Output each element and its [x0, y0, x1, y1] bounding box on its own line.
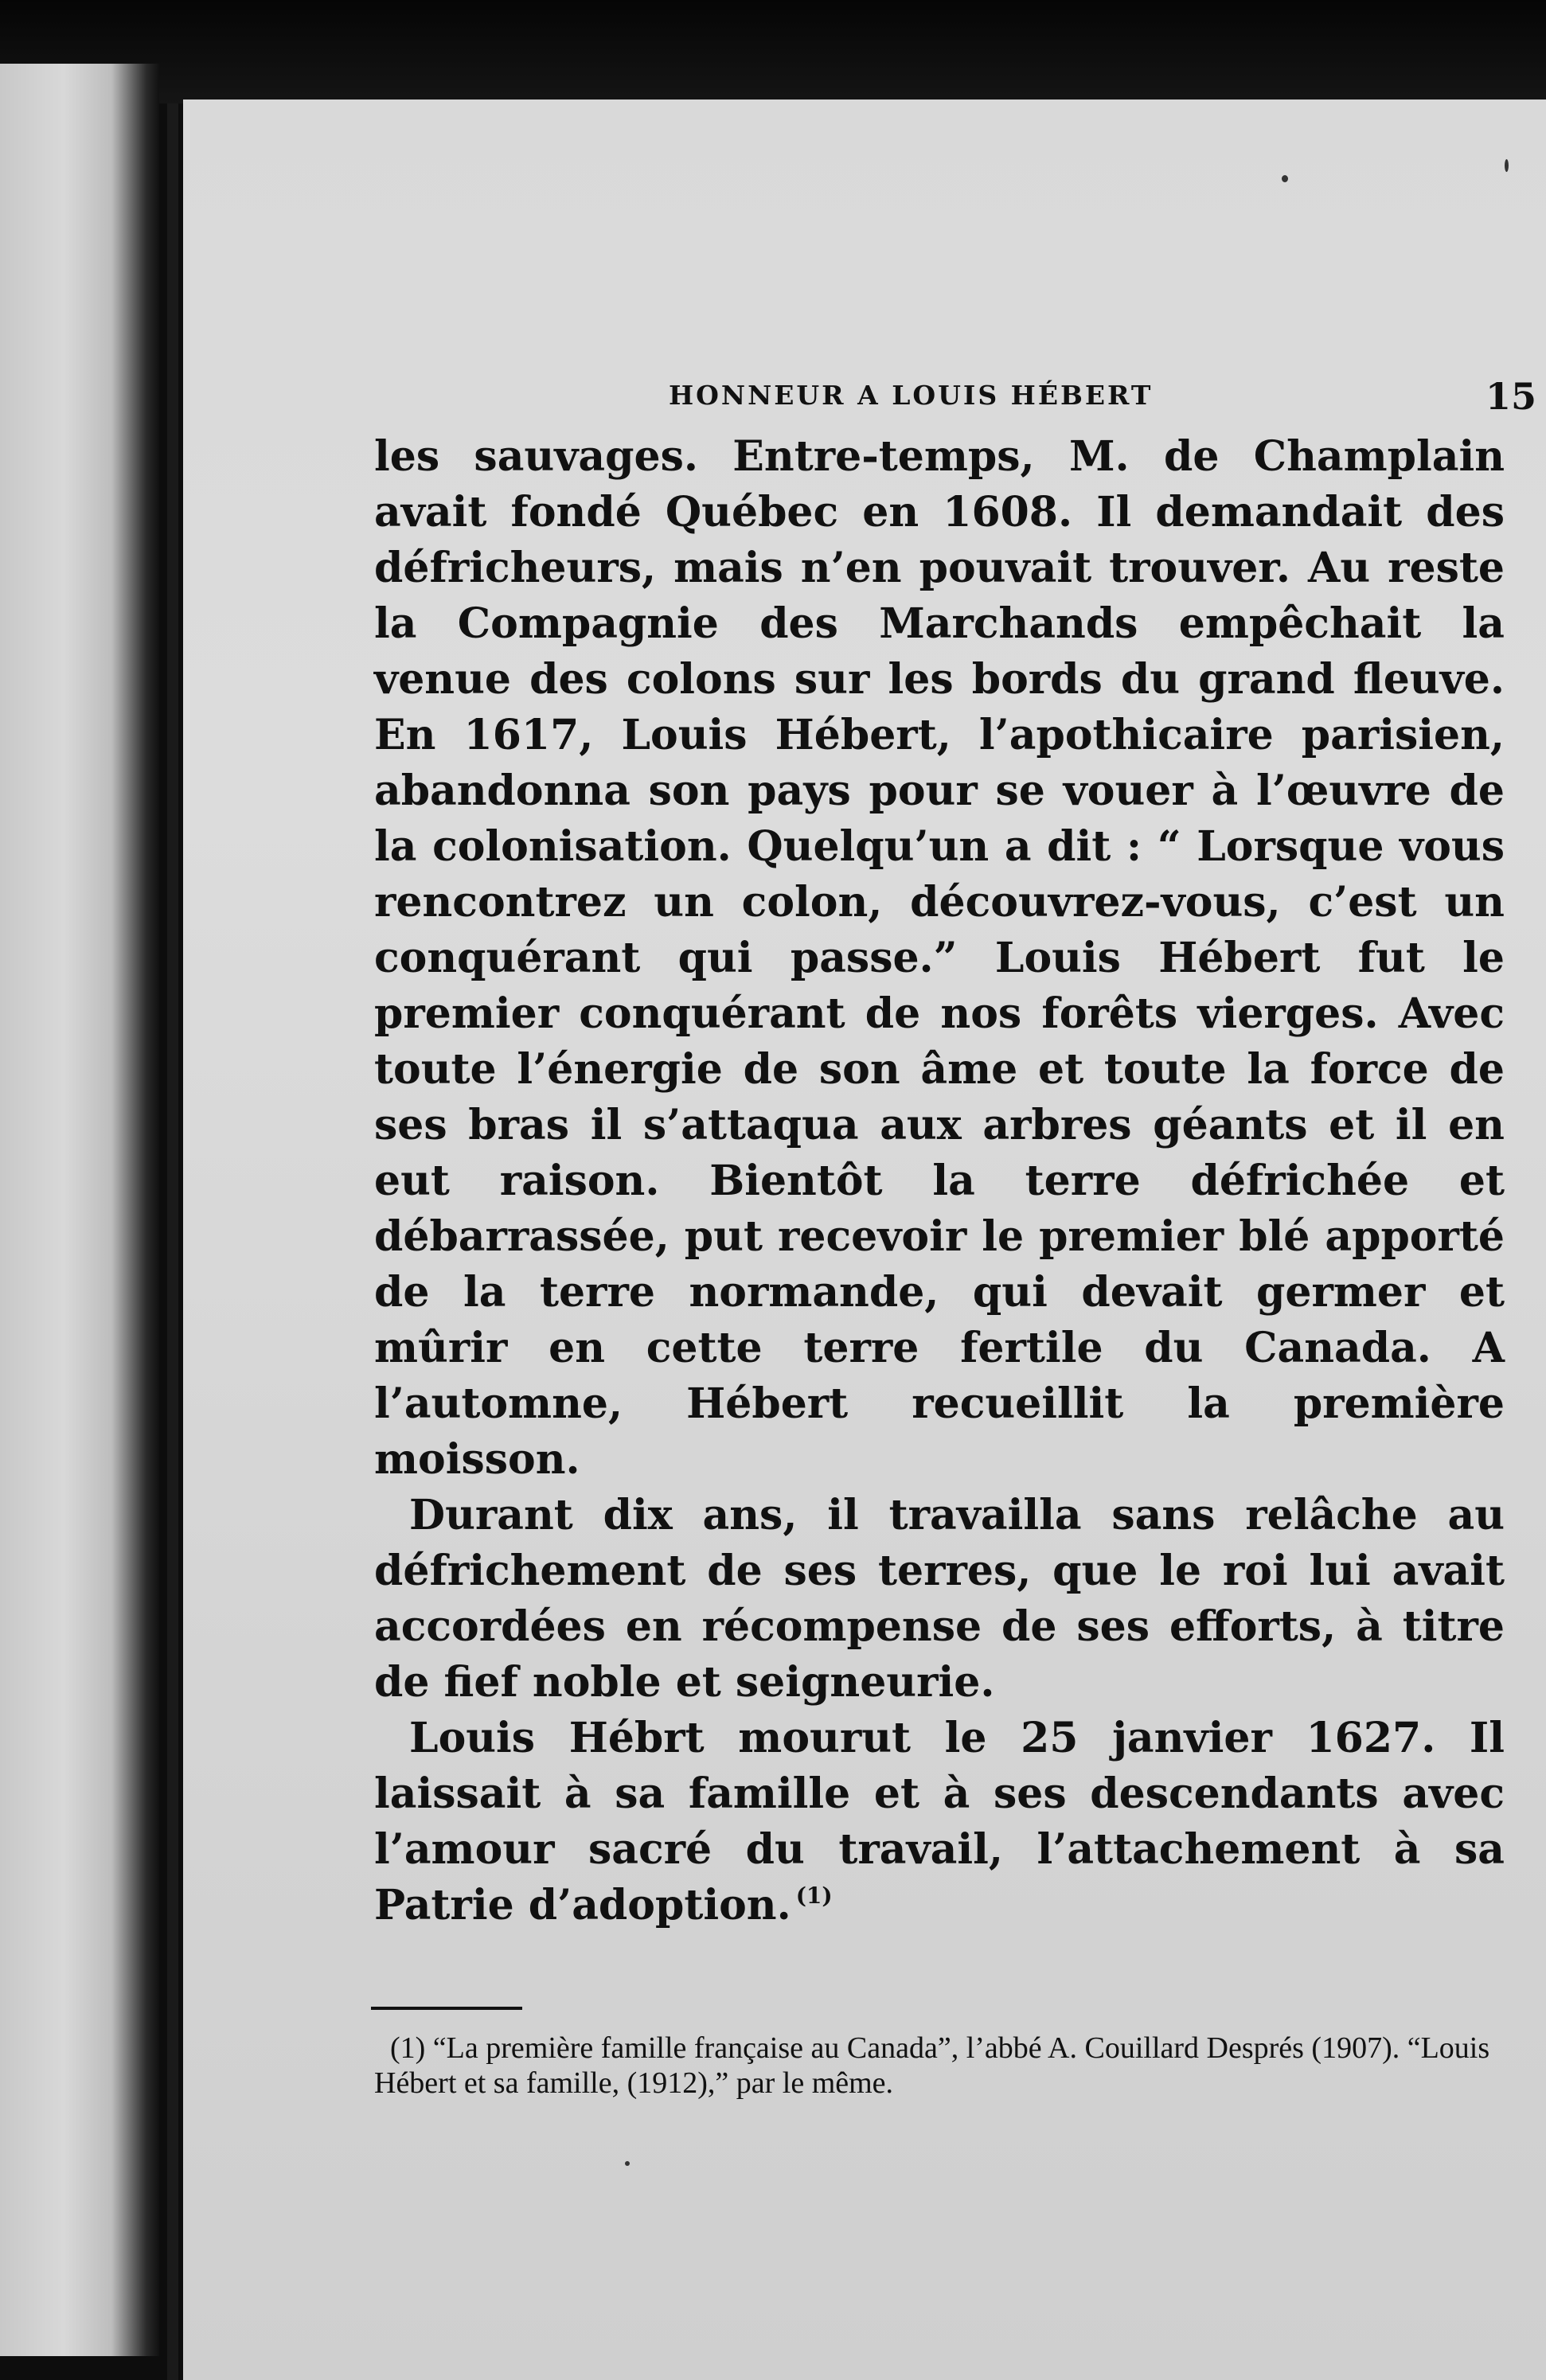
- running-head-title: HONNEUR A LOUIS HÉBERT: [669, 380, 1154, 411]
- page-content: [374, 370, 1536, 2131]
- body-paragraph: Durant dix ans, il travailla sans relâche au défrichement de ses terres, que le roi lui avait accordées en récompense de ses efforts, à titre de fief noble et seigneurie.: [374, 1491, 1505, 1707]
- dust-speck: [625, 2161, 630, 2166]
- body-paragraph: les sauvages. Entre-temps, M. de Champlain avait fondé Québec en 1608. Il demandait des défricheurs, mais n’en pouvait trouver. Au reste la Compagnie des Marchands empêchait la venue des colons sur les bords du grand fleuve. En 1617, Louis Hébert, l’apothicaire parisien, abandonna son pays pour se vouer à l’œuvre de la colonisation. Quelqu’un a dit : “ Lorsque vous rencontrez un colon, découvrez-vous, c’est un conquérant qui passe.” Louis Hébert fut le premier conquérant de nos forêts vierges. Avec toute l’énergie de son âme et toute la force de ses bras il s’attaqua aux arbres géants et il en eut raison. Bientôt la terre défrichée et débarrassée, put recevoir le premier blé apporté de la terre normande, qui devait germer et mûrir en cette terre fertile du Canada. A l’automne, Hébert recueillit la première moisson.: [374, 432, 1505, 1484]
- film-top-edge: [0, 0, 1546, 103]
- book-gutter: [167, 103, 178, 2380]
- dust-speck: [1505, 159, 1509, 172]
- footnote-separator: [371, 2007, 522, 2010]
- facing-page-edge: [0, 64, 159, 2356]
- dust-speck: [1282, 175, 1288, 182]
- page-number: 15: [1485, 375, 1536, 418]
- footnote-marker: (1): [795, 1883, 833, 1909]
- book-page: [183, 99, 1546, 2380]
- body-paragraph: [374, 1711, 1505, 1933]
- paragraph-text: Louis Hébrt mourut le 25 janvier 1627. Il laissait à sa famille et à ses descendants avec l’amour sacré du travail, l’attachement à sa Patrie d’adoption.: [374, 1714, 1505, 1929]
- footnote: (1) “La première famille française au Canada”, l’abbé A. Couillard Després (1907). “Louis Hébert et sa famille, (1912),” par le même.: [374, 2031, 1490, 2100]
- running-head: [374, 370, 1536, 426]
